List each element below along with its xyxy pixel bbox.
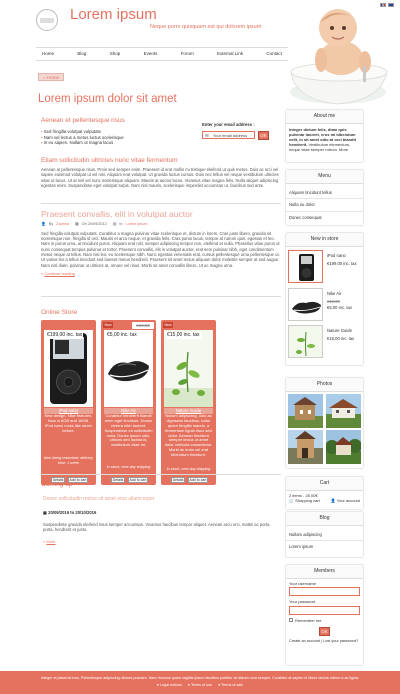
article-title[interactable]: Praesent convallis, elit in volutpat auctor [41, 209, 193, 219]
event-text: Suspendisse gravida eleifend risus semper accumsan. Vivamus faucibus tempor aliquet. Aenean arcu orci, mattis ac porta porta, hendrerit et justo. [43, 522, 270, 533]
photos-box [286, 378, 363, 468]
folder-icon: ▤ [112, 222, 117, 227]
footer-text: Integer et placerat eros. Pellentesque adipiscing ultrices posuere. Nam rhoncus quam sagittis ipsum faucibus porttitor at dictum urna semper. Curabitur at sapien id libero lacinia rutrum a ac ligula. [40, 676, 360, 680]
intro-block [41, 117, 201, 146]
product-stock-note: Item being restocked, delivery time: 1 week [44, 456, 93, 465]
product-name-link[interactable]: Nature Guide [164, 408, 213, 414]
flag-en-icon[interactable] [388, 3, 394, 7]
product-description: New design. Nike features. Now in 8GB and 16GB. iPod nano rocks like never before. [44, 413, 93, 433]
product-name-link[interactable]: Nike Air [104, 408, 153, 414]
breadcrumb [38, 73, 64, 81]
event-more-link[interactable]: More [46, 539, 56, 544]
about-text: Vestibulum elementum, neque vitae semper rutrum. [289, 142, 351, 153]
new-in-store-box [286, 233, 363, 365]
article-category-link[interactable]: Lorem ipsum [125, 222, 148, 227]
menu-title: Menu [286, 170, 363, 184]
divider [41, 296, 281, 297]
author-icon: 👤 [41, 222, 46, 227]
photo-thumbnail[interactable] [326, 394, 361, 428]
divider [41, 203, 281, 204]
product-card-nature-guide[interactable] [161, 320, 216, 485]
nav-shop[interactable]: Shop [109, 50, 121, 56]
about-text-bold: Integer dictum felis, diam quis pulvinar laoreet, eros mi bibendum velit, in sit amet odio at orci blandit hendrerit. [289, 126, 356, 148]
new-badge: New [164, 323, 172, 327]
cart-title: Cart [286, 477, 363, 491]
calendar-icon: ▦ [75, 222, 79, 227]
remember-me-checkbox[interactable] [289, 618, 293, 622]
login-ok-button[interactable]: OK [319, 627, 330, 636]
menu-item[interactable]: Nulla eu dolor [286, 199, 363, 212]
thumb-nature-guide[interactable] [288, 325, 323, 358]
blog-item[interactable]: Nullam adipiscing [286, 529, 363, 542]
product-description: Curabitur hendrerit blandit enim eget tincidunt. Donec viverra nibh laoreet. Suspendisse eu sollicitudin nulla. Donec ipsum odio, ultrices sed lacinia id, vestibulum vitae mi. [104, 413, 153, 448]
username-input[interactable] [289, 587, 360, 596]
product-image-nature-guide[interactable] [164, 330, 213, 407]
site-slogan: Neque porro quisquam est qui dolorem ipsum [150, 24, 262, 30]
list-item: ▪ Nam vel lectus a metus luctus scelerisque [41, 135, 201, 141]
photo-thumbnail[interactable] [288, 430, 323, 464]
product-old-price: €10,00 [132, 322, 154, 329]
remember-me-row [289, 618, 360, 623]
footer [0, 671, 400, 694]
product-stock-note: In stock, next-day shipping [106, 465, 151, 469]
cart-box [286, 477, 363, 509]
about-more-link[interactable]: More [339, 147, 349, 153]
item-price: €5,00 inc. tax [327, 305, 352, 310]
nav-forum[interactable]: Forum [180, 50, 194, 56]
newsletter-ok-button[interactable]: OK [258, 131, 269, 140]
product-description: Nullam adipiscing, odio ac dignissim faucibus, tortor quam fringilla mauris, a fermentum ligula risus sed dolor. Aenean tincidunt semper lectus ut amet dolor vehicula consectetur. Morbi ac enim vel erat bibendum tincidunt. [164, 413, 213, 457]
username-label: Your username [289, 580, 316, 586]
add-to-cart-button[interactable]: Add to cart [189, 478, 207, 482]
product-image-nike[interactable] [104, 330, 153, 407]
thumb-nike[interactable] [288, 288, 323, 321]
photo-thumbnail[interactable] [326, 430, 361, 464]
item-old-price: €10,00 [327, 299, 340, 304]
account-link[interactable]: 👤 Your account [330, 498, 360, 504]
header-photo-baby [283, 0, 400, 112]
section-heading: Etiam sollicitudin ultricies nunc vitae fermentum [41, 157, 178, 164]
details-button[interactable]: Details [172, 478, 184, 482]
footer-links [0, 683, 400, 688]
item-price: €15,00 inc. tax [327, 336, 355, 341]
nav-home[interactable]: Home [42, 50, 55, 56]
photos-title: Photos [286, 378, 363, 392]
home-icon: ⌂ [43, 75, 47, 80]
add-to-cart-button[interactable]: Add to cart [69, 478, 87, 482]
breadcrumb-home[interactable]: Home [46, 75, 59, 80]
details-button[interactable]: Details [52, 478, 64, 482]
terms-of-sale-link[interactable]: ● Terms of sale [218, 682, 244, 687]
product-card-nike-air[interactable] [101, 320, 156, 485]
cart-summary: 2 items - 25,00€ [289, 492, 318, 498]
link-separator: | [320, 638, 324, 643]
about-me-box [286, 110, 363, 162]
article-date: On 20/09/2012 [81, 222, 107, 227]
product-stock-note: In stock, next-day shipping [166, 467, 211, 471]
lost-password-link[interactable]: Lost your password? [323, 638, 359, 643]
new-in-store-item[interactable] [288, 250, 361, 283]
product-price: €5,00 inc. tax [107, 332, 137, 338]
product-image-ipod[interactable] [44, 330, 93, 407]
create-account-link[interactable]: Create an account [289, 638, 321, 643]
site-logo[interactable] [36, 9, 58, 31]
details-button[interactable]: Details [112, 478, 124, 482]
nav-contact[interactable]: Contact [266, 50, 282, 56]
cart-icon: 🛒 [289, 498, 294, 504]
article-author-link[interactable]: Zaphira [56, 222, 70, 227]
divider [41, 474, 281, 475]
event-date [43, 510, 96, 516]
main-content [38, 92, 281, 108]
photo-thumbnail[interactable] [288, 394, 323, 428]
chevron-right-icon: » [43, 539, 47, 544]
main-nav [36, 47, 288, 61]
add-to-cart-button[interactable]: Add to cart [129, 478, 147, 482]
new-in-store-item[interactable] [288, 288, 361, 321]
list-item: ▪ In eu sapien. Nullam ut magna lacus [41, 140, 201, 146]
intro-heading: Aenean et pellentesque risus [41, 117, 125, 124]
meta-in: In [119, 222, 123, 227]
new-in-store-item[interactable] [288, 325, 361, 358]
envelope-icon: ✉ [205, 132, 209, 138]
events-heading: Coming up [41, 481, 73, 488]
item-name-link[interactable]: iPod nano [327, 253, 346, 258]
nav-external-link[interactable]: External Link [217, 50, 244, 56]
language-switcher[interactable] [380, 3, 394, 7]
menu-item[interactable]: Aliquam tincidunt tellus [286, 187, 363, 200]
blog-box [286, 512, 363, 557]
menu-box [286, 170, 363, 225]
item-name-link[interactable]: Nature Guide [327, 328, 352, 333]
item-name-link[interactable]: Nike Air [327, 291, 342, 296]
blog-item[interactable]: Lorem ipsum [289, 544, 314, 550]
password-input[interactable] [289, 606, 360, 615]
new-in-store-title: New in store [286, 233, 363, 247]
newsletter-form [202, 122, 282, 140]
thumb-ipod[interactable] [288, 250, 323, 283]
article [41, 209, 281, 277]
product-price: €199,00 inc. tax [47, 332, 83, 338]
new-badge: New [104, 323, 112, 327]
members-box [286, 565, 363, 665]
event-more[interactable] [43, 539, 55, 544]
item-price: €199,00 inc. tax [327, 261, 357, 266]
event-title[interactable]: Donec sollicitudin metus sit amet eros ullamcorper [43, 496, 155, 502]
intro-list [41, 129, 201, 146]
blog-title: Blog [286, 512, 363, 526]
nav-events[interactable]: Events [143, 50, 158, 56]
product-name-link[interactable]: iPod nano [44, 408, 93, 414]
legal-notices-link[interactable]: ● Legal notices [156, 682, 182, 687]
about-title: About me [286, 110, 363, 124]
members-title: Members [286, 565, 363, 579]
product-price: €15,00 inc. tax [167, 332, 200, 338]
chevron-right-icon: » [41, 271, 45, 277]
site-title[interactable]: Lorem ipsum [70, 6, 157, 23]
product-card-ipod-nano[interactable] [41, 320, 96, 485]
user-icon: 👤 [330, 498, 336, 504]
terms-of-use-link[interactable]: ● Terms of use [187, 682, 213, 687]
continue-reading-link[interactable]: Continue reading [44, 271, 75, 277]
list-item: ▪ Sed fringilla volutpat vulputats [41, 129, 201, 135]
shopping-cart-link[interactable]: 🛒 Shopping cart [289, 498, 320, 504]
event-date-text: 20/09/2016 to 20/10/2016 [48, 510, 97, 515]
calendar-icon: ▦ [43, 510, 49, 515]
section-text: Aenean at pellentesque risus. Proin sed semper enim. Praesent id erat mollis mi tristique eleifend ut quis metus. Duis ac orci vel sapien euismod volutpat ut vel nisi. Aliquam erat volutpat. Ut gravida luctus cursus. Duis nec tellus vel neque vestibulum ultricies vitae ut lacus. Ut at nisl vel nunc scelerisque aliquam. Mauris at auctor lacus. Vivamus vitae magna felis. Nulla aliquet adipiscing egestas enim. Suspendisse eget volutpat turpis. Nam nisi mauris, scelerisque imperdiet accumsan ut, faucibus sed ante. [41, 167, 279, 189]
remember-me-label: Remember me [295, 617, 322, 623]
menu-item[interactable]: Donec consequat [289, 215, 322, 221]
continue-reading[interactable] [41, 271, 281, 276]
newsletter-email-input[interactable]: ✉ Your email address [202, 131, 255, 139]
password-label: Your password [289, 599, 316, 605]
page-title: Lorem ipsum dolor sit amet [38, 93, 177, 105]
flag-fr-icon[interactable] [380, 3, 386, 7]
newsletter-label: Enter your email address : [202, 122, 255, 127]
nav-blog[interactable]: Blog [77, 50, 87, 56]
meta-by: By [48, 222, 54, 227]
store-heading: Online Store [41, 309, 78, 316]
article-meta [41, 222, 281, 227]
article-text: Sed fringilla volutpat vulputats. Curabitur a magna pulvinar vitae scelerisque et, dictum in lorem. Cras justo libero, gravida sit scelerisque non, fringilla id orci. Mauris et arcu neque, et gravida felis. Cras purus lacus, tempor at rutrum quis, egestas et leo. Nam in purus urna, at tincidunt purus. Aliquam erat nisl, semper adipiscing tempor non, eleifend at nulla. Phasellus vitae purus ut nunc consequat tempus pulvinar et tortor. Praesent convallis, elit in volutpat auctor, erat sem pulvinar nibh, eget condimentum metus neque at tellus. Nam nisi leo, eu scelerisque nibh. Nunc egestas venenatis erat, cursus pellentesque urna pellentesque ut. Ut varius leo a tellus tincidunt sed laoreet metus hendrerit. Praesent sit amet lectus aliquam dolor molestie semper at sed augue. Nam nisl diam, pulvinar ut ultrices at, ornare vel risus. Morbi sit amet convallis libero. Ut ac magna urna. [41, 230, 280, 268]
